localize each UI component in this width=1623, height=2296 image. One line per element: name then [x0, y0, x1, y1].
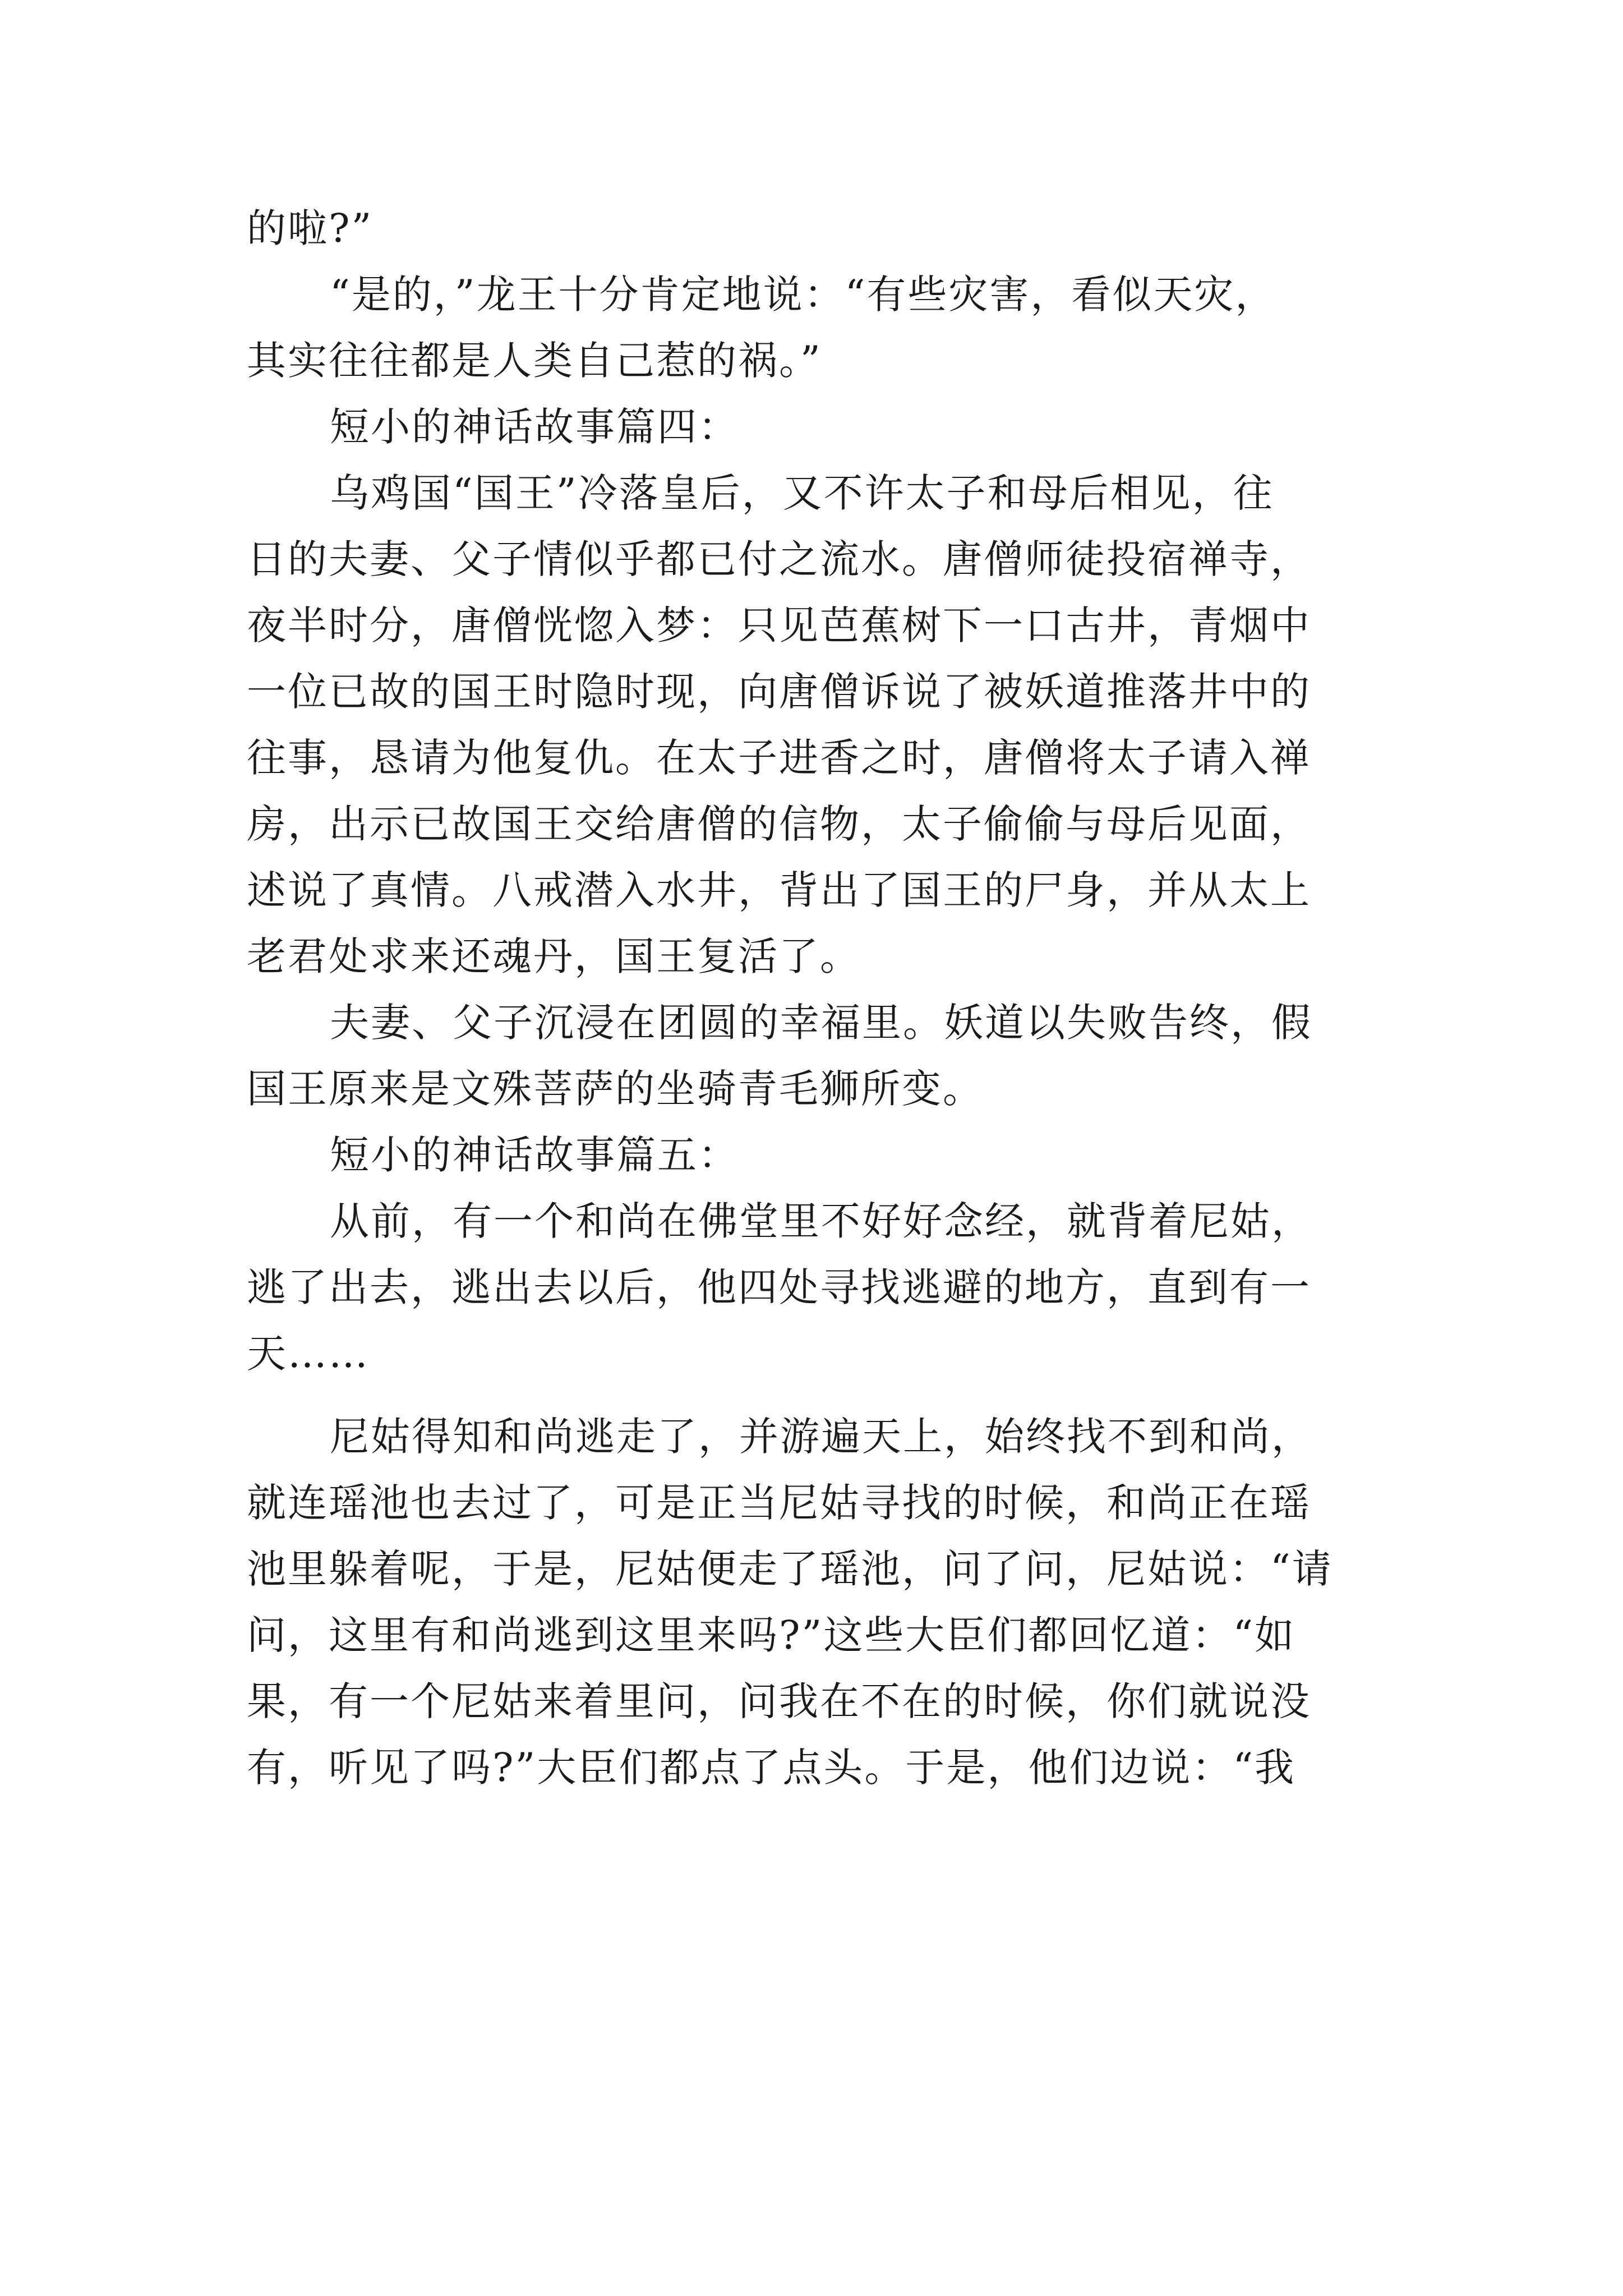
- text-line: 果，有一个尼姑来着里问，问我在不在的时候，你们就说没: [247, 1678, 1311, 1724]
- text-line: 逃了出去，逃出去以后，他四处寻找逃避的地方，直到有一: [247, 1264, 1311, 1310]
- paragraph-gap: [247, 1387, 1377, 1404]
- text-line: 乌鸡国“国王”冷落皇后，又不许太子和母后相见，往: [330, 470, 1274, 516]
- text-line: 有，听见了吗?”大臣们都点了点头。于是，他们边说：“我: [247, 1745, 1296, 1791]
- text-line: 就连瑶池也去过了，可是正当尼姑寻找的时候，和尚正在瑶: [247, 1480, 1311, 1526]
- paragraph: [247, 1188, 1377, 1387]
- text-line: 老君处求来还魂丹，国王复活了。: [247, 933, 861, 979]
- text-line: “是的，”龙王十分肯定地说：“有些灾害，看似天灾，: [330, 272, 1276, 318]
- text-line: 房，出示已故国王交给唐僧的信物，太子偷偷与母后见面，: [247, 801, 1311, 847]
- text-line: 的啦?”: [247, 205, 374, 251]
- text-line: 其实往往都是人类自己惹的祸。”: [247, 338, 822, 384]
- paragraph: [247, 460, 1377, 990]
- text-line: 夫妻、父子沉浸在团圆的幸福里。妖道以失败告终，假: [330, 1000, 1312, 1046]
- paragraph: [247, 1122, 1377, 1188]
- text-line: 尼姑得知和尚逃走了，并游遍天上，始终找不到和尚，: [330, 1414, 1312, 1460]
- paragraph: [247, 195, 1377, 261]
- paragraph: [247, 394, 1377, 460]
- text-line: 夜半时分，唐僧恍惚入梦：只见芭蕉树下一口古井，青烟中: [247, 602, 1311, 648]
- text-line: 国王原来是文殊菩萨的坐骑青毛狮所变。: [247, 1066, 984, 1112]
- text-line: 述说了真情。八戒潜入水井，背出了国王的尸身，并从太上: [247, 867, 1311, 913]
- text-line: 池里躲着呢，于是，尼姑便走了瑶池，问了问，尼姑说：“请: [247, 1546, 1333, 1592]
- text-line: 一位已故的国王时隐时现，向唐僧诉说了被妖道推落井中的: [247, 669, 1311, 715]
- text-line: 往事，恳请为他复仇。在太子进香之时，唐僧将太子请入禅: [247, 735, 1311, 781]
- document-body: [247, 195, 1377, 1801]
- paragraph: [247, 261, 1377, 394]
- paragraph: [247, 1404, 1377, 1801]
- text-line: 短小的神话故事篇四：: [330, 404, 739, 450]
- paragraph: [247, 990, 1377, 1122]
- text-line: 天……: [247, 1331, 370, 1377]
- text-line: 从前，有一个和尚在佛堂里不好好念经，就背着尼姑，: [330, 1198, 1312, 1244]
- text-line: 问，这里有和尚逃到这里来吗?”这些大臣们都回忆道：“如: [247, 1612, 1296, 1658]
- text-line: 短小的神话故事篇五：: [330, 1132, 739, 1178]
- text-line: 日的夫妻、父子情似乎都已付之流水。唐僧师徒投宿禅寺，: [247, 536, 1311, 582]
